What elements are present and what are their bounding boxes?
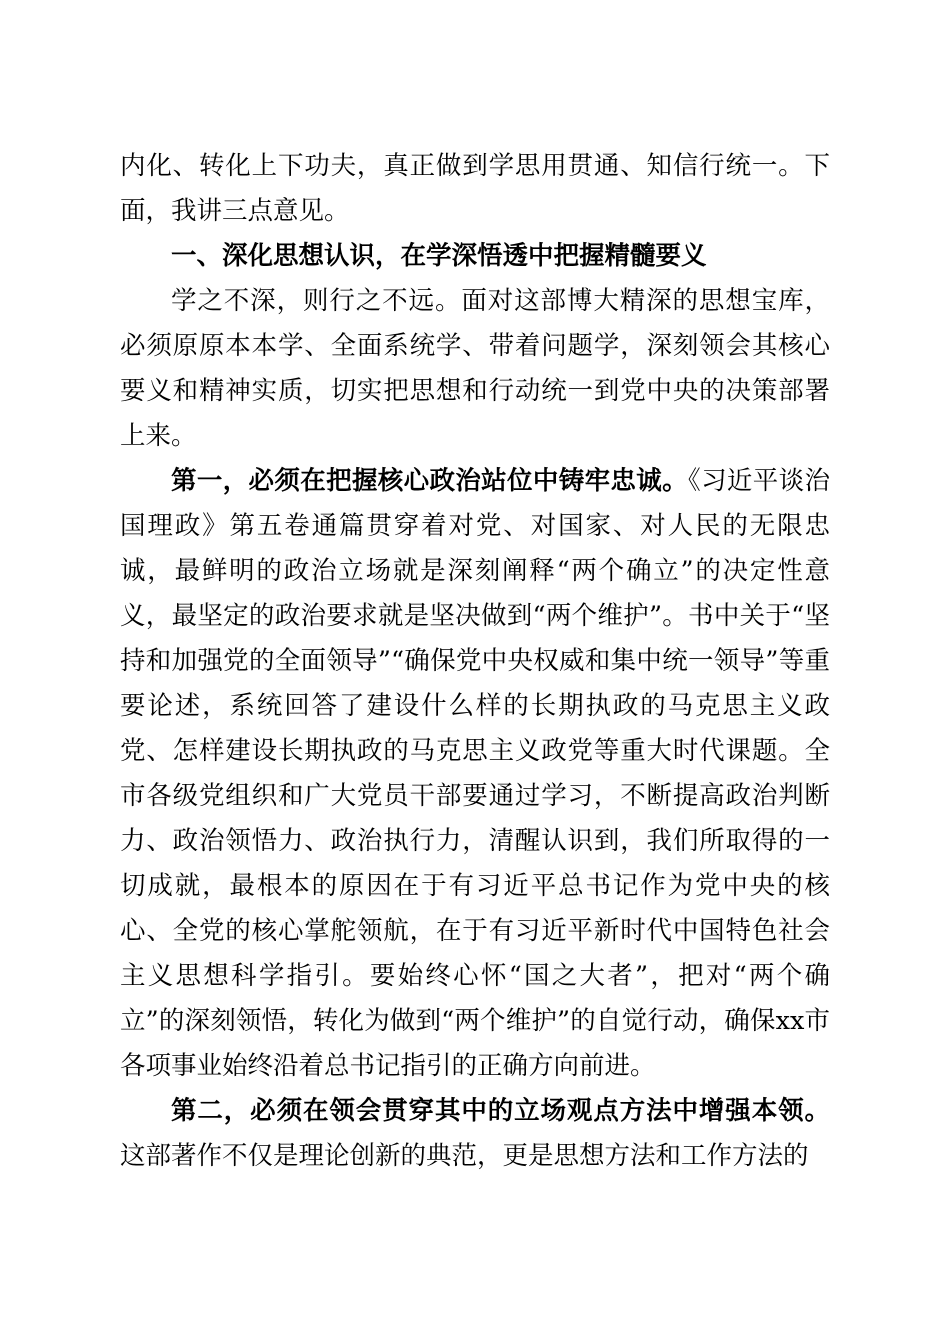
section-heading: 一、深化思想认识，在学深悟透中把握精髓要义 xyxy=(171,241,707,271)
point-one-lead: 第一，必须在把握核心政治站位中铸牢忠诚。 xyxy=(171,466,688,496)
paragraph-point-one xyxy=(120,459,830,1089)
paragraph-point-two xyxy=(120,1089,830,1179)
paragraph-intro: 学之不深，则行之不远。面对这部博大精深的思想宝库，必须原原本本学、全面系统学、带着问题学，深刻领会其核心要义和精神实质，切实把思想和行动统一到党中央的决策部署上来。 xyxy=(120,286,830,451)
paragraph-continuation: 内化、转化上下功夫，真正做到学思用贯通、知信行统一。下面，我讲三点意见。 xyxy=(120,151,830,226)
point-one-body: 《习近平谈治国理政》第五卷通篇贯穿着对党、对国家、对人民的无限忠诚，最鲜明的政治立场就是深刻阐释“两个确立”的决定性意义，最坚定的政治要求就是坚决做到“两个维护”。书中关于“坚持和加强党的全面领导”“确保党中央权威和集中统一领导”等重要论述，系统回答了建设什么样的长期执政的马克思主义政党、怎样建设长期执政的马克思主义政党等重大时代课题。全市各级党组织和广大党员干部要通过学习，不断提高政治判断力、政治领悟力、政治执行力，清醒认识到，我们所取得的一切成就，最根本的原因在于有习近平总书记作为党中央的核心、全党的核心掌舵领航，在于有习近平新时代中国特色社会主义思想科学指引。要始终心怀“国之大者”，把对“两个确立”的深刻领悟，转化为做到“两个维护”的自觉行动，确保xx市各项事业始终沿着总书记指引的正确方向前进。 xyxy=(120,466,830,1081)
point-two-lead: 第二，必须在领会贯穿其中的立场观点方法中增强本领。 xyxy=(171,1096,830,1126)
point-two-body: 这部著作不仅是理论创新的典范，更是思想方法和工作方法的 xyxy=(120,1141,809,1171)
document-page xyxy=(120,144,830,1179)
